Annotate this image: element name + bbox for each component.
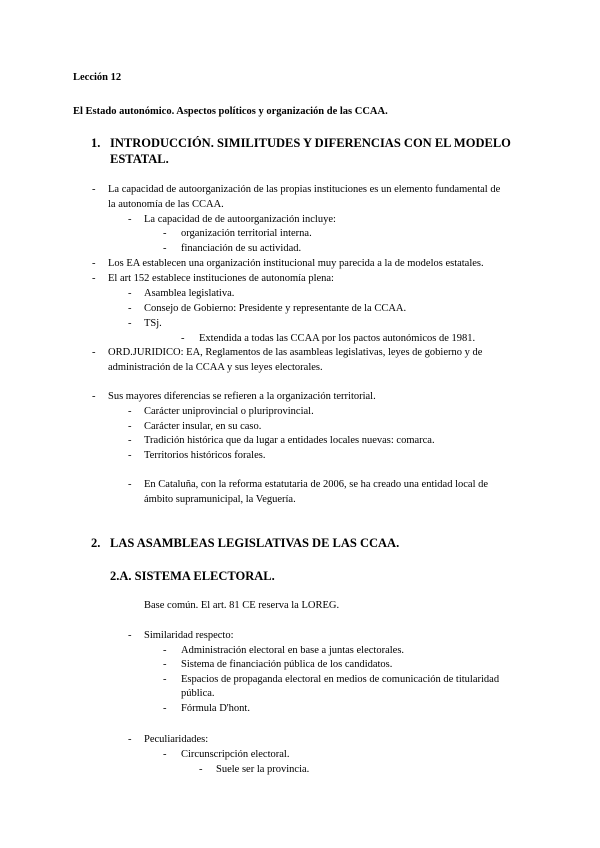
list-item: Fórmula D'hont.: [181, 703, 250, 714]
bullet-dash: -: [128, 303, 132, 314]
bullet-dash: -: [163, 703, 167, 714]
list-item-cont: pública.: [181, 688, 215, 699]
bullet-dash: -: [163, 659, 167, 670]
list-item-cont: administración de la CCAA y sus leyes electorales.: [108, 362, 323, 373]
list-item: Carácter insular, en su caso.: [144, 421, 262, 432]
bullet-dash: -: [163, 674, 167, 685]
list-item: Administración electoral en base a juntas electorales.: [181, 645, 405, 656]
list-item: Consejo de Gobierno: Presidente y representante de la CCAA.: [144, 303, 407, 314]
bullet-dash: -: [163, 645, 167, 656]
list-item: Sistema de financiación pública de los candidatos.: [181, 659, 393, 670]
list-item: Tradición histórica que da lugar a entidades locales nuevas: comarca.: [144, 435, 435, 446]
bullet-dash: -: [128, 214, 132, 225]
section-1-title-cont: ESTATAL.: [110, 152, 169, 166]
bullet-dash: -: [181, 333, 185, 344]
bullet-dash: -: [92, 273, 96, 284]
document-title: El Estado autonómico. Aspectos políticos y organización de las CCAA.: [73, 106, 388, 117]
list-item: ORD.JURIDICO: EA, Reglamentos de las asambleas legislativas, leyes de gobierno y de: [108, 347, 483, 358]
list-item: Sus mayores diferencias se refieren a la organización territorial.: [108, 391, 376, 402]
bullet-dash: -: [92, 258, 96, 269]
list-item: Similaridad respecto:: [144, 630, 234, 641]
bullet-dash: -: [128, 288, 132, 299]
paragraph: Base común. El art. 81 CE reserva la LOREG.: [144, 600, 340, 611]
section-2-number: 2.: [91, 536, 101, 550]
list-item-cont: ámbito supramunicipal, la Veguería.: [144, 494, 296, 505]
list-item: Territorios históricos forales.: [144, 450, 266, 461]
bullet-dash: -: [92, 391, 96, 402]
list-item: El art 152 establece instituciones de autonomía plena:: [108, 273, 334, 284]
bullet-dash: -: [128, 734, 132, 745]
bullet-dash: -: [199, 764, 203, 775]
list-item: Carácter uniprovincial o pluriprovincial.: [144, 406, 314, 417]
list-item: La capacidad de autoorganización de las propias instituciones es un elemento fundamental de: [108, 184, 501, 195]
bullet-dash: -: [128, 630, 132, 641]
bullet-dash: -: [128, 318, 132, 329]
list-item: Asamblea legislativa.: [144, 288, 235, 299]
list-item-cont: la autonomía de las CCAA.: [108, 199, 224, 210]
bullet-dash: -: [128, 435, 132, 446]
bullet-dash: -: [128, 479, 132, 490]
list-item: TSj.: [144, 318, 162, 329]
list-item: En Cataluña, con la reforma estatutaria de 2006, se ha creado una entidad local de: [144, 479, 489, 490]
list-item: financiación de su actividad.: [181, 243, 302, 254]
section-1-number: 1.: [91, 136, 101, 150]
section-2a-title: 2.A. SISTEMA ELECTORAL.: [110, 569, 275, 583]
bullet-dash: -: [163, 228, 167, 239]
list-item: Espacios de propaganda electoral en medios de comunicación de titularidad: [181, 674, 500, 685]
bullet-dash: -: [128, 421, 132, 432]
list-item: La capacidad de de autoorganización incluye:: [144, 214, 336, 225]
bullet-dash: -: [128, 450, 132, 461]
list-item: Peculiaridades:: [144, 734, 209, 745]
bullet-dash: -: [92, 184, 96, 195]
list-item: Circunscripción electoral.: [181, 749, 290, 760]
list-item: Extendida a todas las CCAA por los pactos autonómicos de 1981.: [199, 333, 476, 344]
bullet-dash: -: [163, 749, 167, 760]
section-2-title: LAS ASAMBLEAS LEGISLATIVAS DE LAS CCAA.: [110, 536, 400, 550]
bullet-dash: -: [128, 406, 132, 417]
list-item: Suele ser la provincia.: [216, 764, 310, 775]
section-1-title: INTRODUCCIÓN. SIMILITUDES Y DIFERENCIAS CON EL MODELO: [110, 136, 511, 150]
bullet-dash: -: [92, 347, 96, 358]
list-item: Los EA establecen una organización institucional muy parecida a la de modelos estatales.: [108, 258, 484, 269]
list-item: organización territorial interna.: [181, 228, 312, 239]
lesson-title: Lección 12: [73, 72, 122, 83]
bullet-dash: -: [163, 243, 167, 254]
